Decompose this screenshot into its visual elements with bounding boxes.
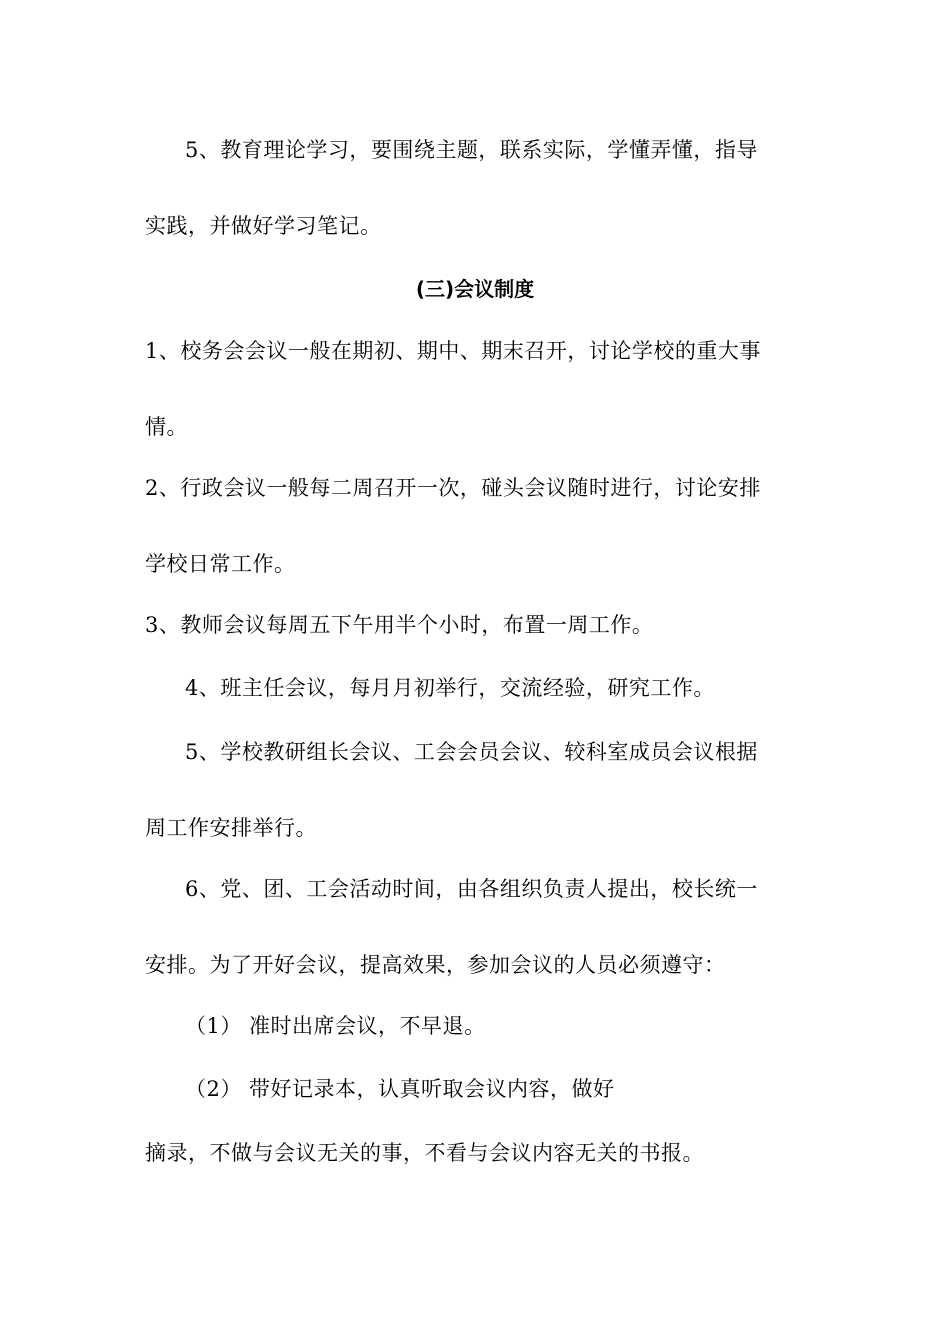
rule-2-line-2: 摘录，不做与会议无关的事，不看与会议内容无关的书报。 — [145, 1141, 704, 1165]
meeting-item-2-line-1: 2、行政会议一般每二周召开一次，碰头会议随时进行，讨论安排 — [145, 476, 761, 500]
study-item-5-line-1: 5、教育理论学习，要围绕主题，联系实际，学懂弄懂，指导 — [185, 138, 758, 162]
meeting-item-4: 4、班主任会议，每月月初举行，交流经验，研究工作。 — [185, 676, 715, 700]
rule-1: （1） 准时出席会议，不早退。 — [185, 1014, 486, 1038]
meeting-item-5-line-1: 5、学校教研组长会议、工会会员会议、较科室成员会议根据 — [185, 740, 758, 764]
meeting-item-1-line-1: 1、校务会会议一般在期初、期中、期末召开，讨论学校的重大事 — [145, 339, 761, 363]
meeting-item-1-line-2: 情。 — [145, 415, 188, 439]
section-heading: (三)会议制度 — [415, 277, 535, 301]
meeting-item-2-line-2: 学校日常工作。 — [145, 552, 296, 576]
study-item-5-line-2: 实践，并做好学习笔记。 — [145, 214, 382, 238]
meeting-item-6-line-2: 安排。为了开好会议，提高效果，参加会议的人员必须遵守： — [145, 953, 726, 977]
meeting-item-3: 3、教师会议每周五下午用半个小时，布置一周工作。 — [145, 613, 654, 637]
meeting-item-6-line-1: 6、党、团、工会活动时间，由各组织负责人提出，校长统一 — [185, 877, 758, 901]
rule-2-line-1: （2） 带好记录本，认真听取会议内容，做好 — [185, 1077, 615, 1101]
meeting-item-5-line-2: 周工作安排举行。 — [145, 816, 317, 840]
